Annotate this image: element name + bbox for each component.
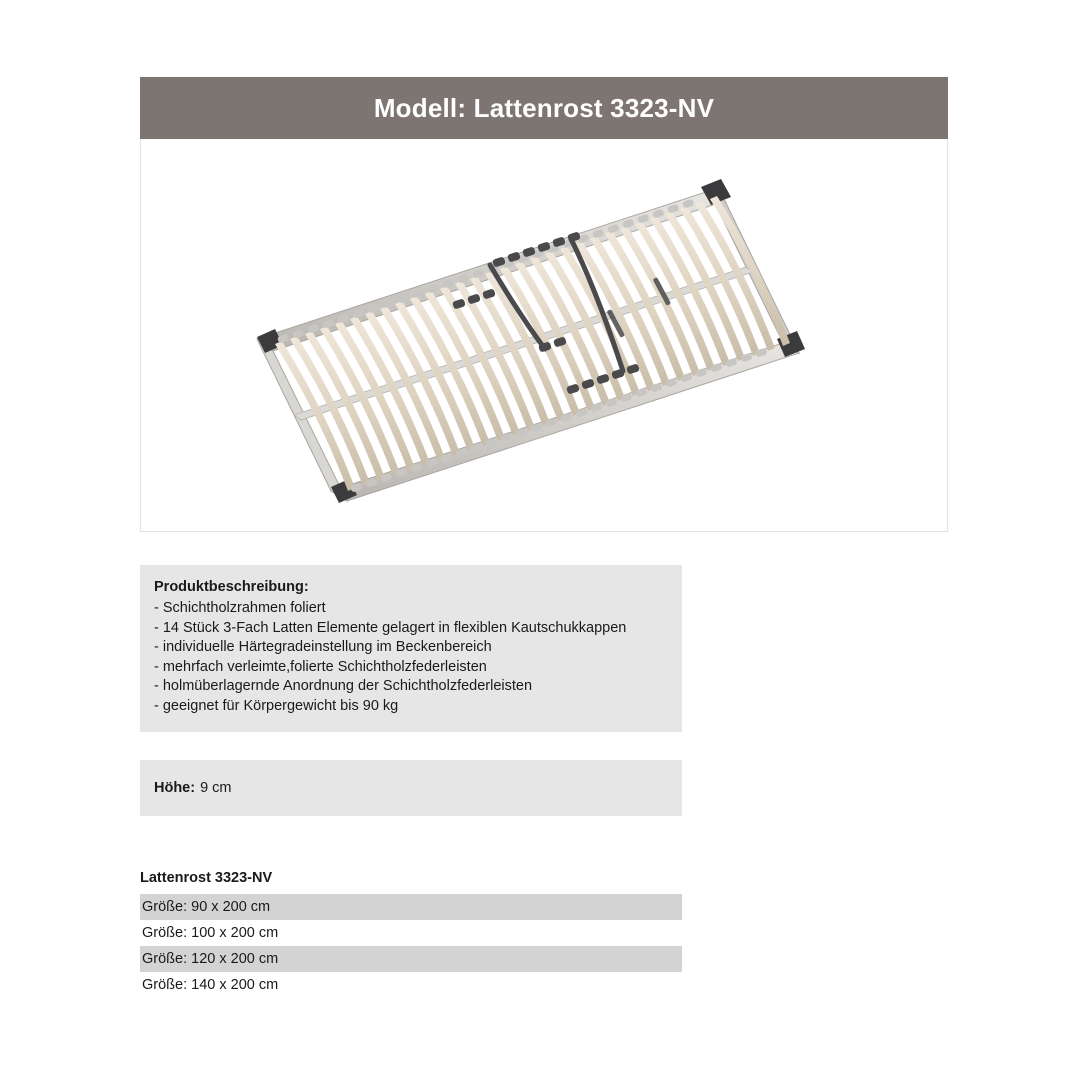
variants-table — [140, 870, 682, 998]
product-title-bar — [140, 77, 948, 139]
height-block — [140, 760, 682, 816]
variant-row-140x200[interactable]: Größe: 140 x 200 cm — [140, 972, 682, 998]
product-datasheet — [140, 0, 948, 1080]
description-line: - individuelle Härtegradeinstellung im Beckenbereich — [154, 639, 492, 655]
description-line: - Schichtholzrahmen foliert — [154, 600, 326, 616]
product-description-block — [140, 565, 682, 732]
description-line: - 14 Stück 3-Fach Latten Elemente gelagert in flexiblen Kautschukkappen — [154, 619, 627, 636]
description-line: - geeignet für Körpergewicht bis 90 kg — [154, 697, 399, 714]
variant-row-120x200[interactable]: Größe: 120 x 200 cm — [140, 946, 682, 972]
variant-row-90x200[interactable]: Größe: 90 x 200 cm — [140, 894, 682, 920]
page-title: Modell: Lattenrost 3323-NV — [373, 92, 715, 123]
height-label: Höhe: — [154, 780, 196, 796]
description-line: - holmüberlagernde Anordnung der Schichtholzfederleisten — [154, 678, 533, 694]
variant-row-100x200[interactable]: Größe: 100 x 200 cm — [140, 920, 682, 946]
variants-title: Lattenrost 3323-NV — [140, 870, 273, 886]
slatted-bed-base-illustration — [141, 139, 947, 531]
description-line: - mehrfach verleimte,folierte Schichtholzfederleisten — [154, 658, 487, 675]
description-heading: Produktbeschreibung: — [154, 579, 309, 595]
product-image-panel — [140, 139, 948, 532]
height-value: 9 cm — [200, 780, 232, 796]
